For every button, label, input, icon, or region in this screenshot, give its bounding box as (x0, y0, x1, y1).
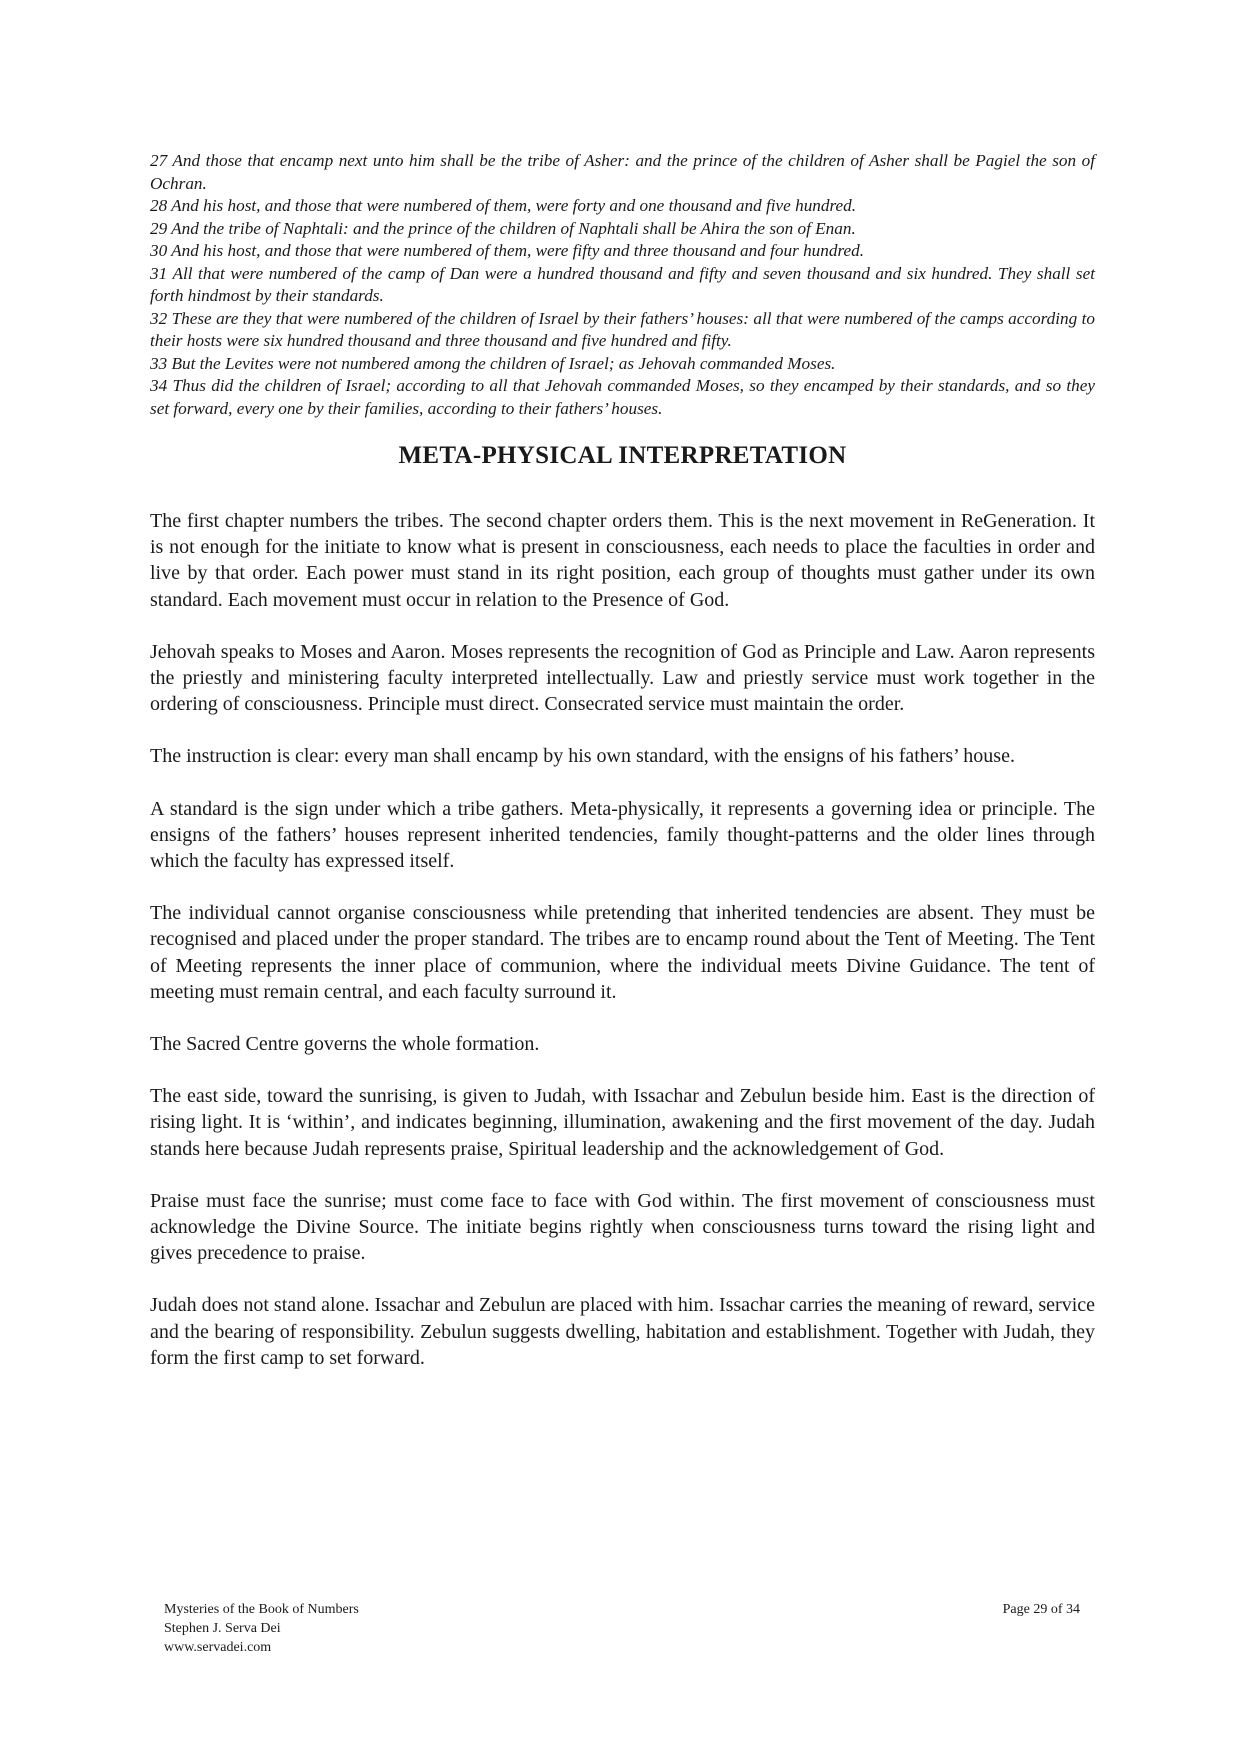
page-number: Page 29 of 34 (1002, 1602, 1080, 1617)
page-content (150, 150, 1095, 1371)
footer-info (164, 1600, 359, 1657)
paragraph: The individual cannot organise consciousness while pretending that inherited tendencies are absent. They must be recognised and placed under the proper standard. The tribes are to encamp round about the Tent of Meeting. The Tent of Meeting represents the inner place of communion, where the individual meets Divine Guidance. The tent of meeting must remain central, and each faculty surround it. (150, 902, 1095, 1003)
paragraph: Praise must face the sunrise; must come face to face with God within. The first movement of consciousness must acknowledge the Divine Source. The initiate begins rightly when consciousness turns toward the rising light and gives precedence to praise. (150, 1189, 1095, 1265)
verse: 27 And those that encamp next unto him shall be the tribe of Asher: and the prince of the children of Asher shall be Pagiel the son of Ochran. (150, 151, 1095, 193)
section-heading: META-PHYSICAL INTERPRETATION (398, 442, 847, 469)
paragraph: A standard is the sign under which a tribe gathers. Meta-physically, it represents a governing idea or principle. The ensigns of the fathers’ houses represent inherited tendencies, family thought-patterns and the older lines through which the faculty has expressed itself. (150, 797, 1095, 873)
paragraph: Judah does not stand alone. Issachar and Zebulun are placed with him. Issachar carries the meaning of reward, service and the bearing of responsibility. Zebulun suggests dwelling, habitation and establishment. Together with Judah, they form the first camp to set forward. (150, 1294, 1095, 1369)
verse: 28 And his host, and those that were numbered of them, were forty and one thousand and five hundred. (150, 196, 857, 215)
footer-author: Stephen J. Serva Dei (164, 1621, 281, 1636)
footer-book-title: Mysteries of the Book of Numbers (164, 1602, 359, 1617)
paragraph: The east side, toward the sunrising, is given to Judah, with Issachar and Zebulun beside him. East is the direction of rising light. It is ‘within’, and indicates beginning, illumination, awakening and the first movement of the day. Judah stands here because Judah represents praise, Spiritual leadership and the acknowledgement of God. (150, 1085, 1095, 1160)
verse: 30 And his host, and those that were numbered of them, were fifty and three thousand and four hundred. (150, 241, 865, 260)
verse: 29 And the tribe of Naphtali: and the prince of the children of Naphtali shall be Ahira the son of Enan. (150, 218, 856, 238)
verse: 33 But the Levites were not numbered among the children of Israel; as Jehovah commanded Moses. (150, 353, 836, 373)
verse: 32 These are they that were numbered of the children of Israel by their fathers’ houses: all that were numbered of the camps according to their hosts were six hundred thousand and three thousand and five hundred and fifty. (150, 308, 1095, 350)
paragraph: Jehovah speaks to Moses and Aaron. Moses represents the recognition of God as Principle and Law. Aaron represents the priestly and ministering faculty interpreted intellectually. Law and priestly service must work together in the ordering of consciousness. Principle must direct. Consecrated service must maintain the order. (150, 640, 1095, 716)
footer-website: www.servadei.com (164, 1640, 272, 1655)
verse: 31 All that were numbered of the camp of Dan were a hundred thousand and fifty and seven thousand and six hundred. They shall set forth hindmost by their standards. (150, 263, 1095, 305)
verse: 34 Thus did the children of Israel; according to all that Jehovah commanded Moses, so they encamped by their standards, and so they set forward, every one by their families, according to their fathers’ houses. (150, 376, 1095, 418)
interpretation-body (150, 508, 1095, 1371)
scripture-verses (150, 150, 1095, 420)
paragraph: The instruction is clear: every man shall encamp by his own standard, with the ensigns of his fathers’ house. (150, 745, 1015, 768)
paragraph: The Sacred Centre governs the whole formation. (150, 1033, 540, 1056)
paragraph: The first chapter numbers the tribes. The second chapter orders them. This is the next movement in ReGeneration. It is not enough for the initiate to know what is present in consciousness, each needs to place the faculties in order and live by that order. Each power must stand in its right position, each group of thoughts must gather under its own standard. Each movement must occur in relation to the Presence of God. (150, 510, 1095, 611)
